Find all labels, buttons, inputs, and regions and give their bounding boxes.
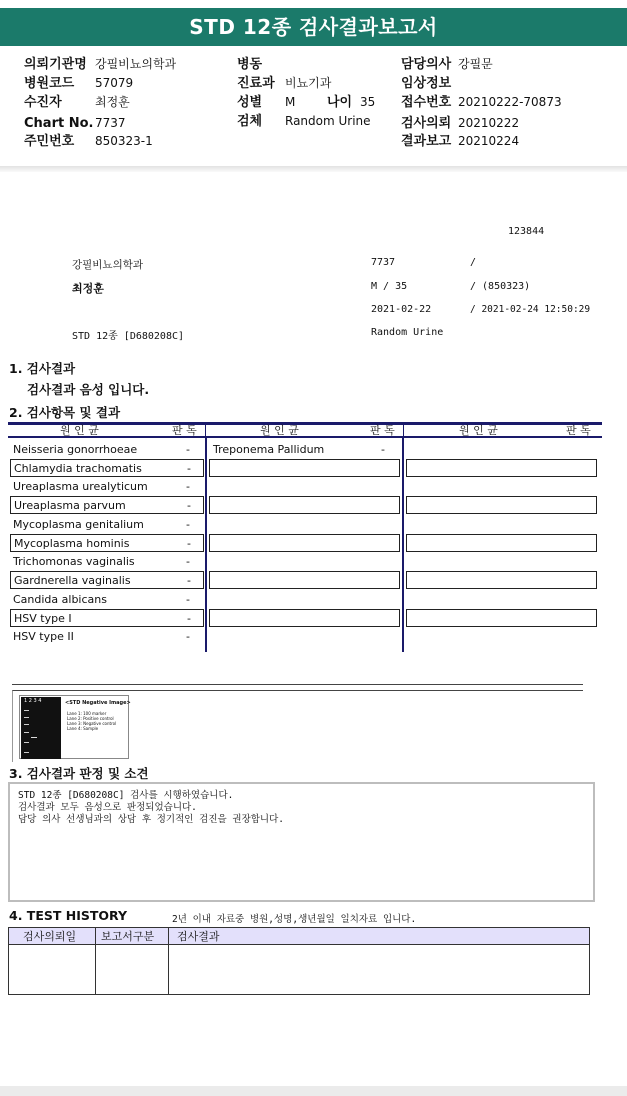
organism-result: - [186, 555, 190, 568]
organism-name: Neisseria gonorrhoeae [13, 443, 138, 456]
organism-row [10, 571, 204, 589]
organism-name: Trichomonas vaginalis [13, 555, 135, 568]
header-label: 수진자 [24, 95, 62, 110]
report-title: STD 12종 검사결과보고서 [0, 8, 627, 46]
section-heading-opinion: 3. 검사결과 판정 및 소견 [9, 766, 149, 781]
header-row-request-date [401, 114, 520, 133]
header-label: 진료과 [237, 76, 275, 91]
gel-image [19, 695, 129, 759]
header-label: 임상정보 [401, 76, 452, 91]
header-label: 성별 [237, 95, 263, 110]
gel-band [24, 710, 29, 711]
organism-row [10, 516, 204, 534]
header-value: 20210222-70873 [458, 95, 562, 109]
header-row-resident-no [24, 132, 153, 151]
organism-row [10, 591, 204, 609]
gel-band [24, 752, 29, 753]
gel-lane-numbers: 1 2 3 4 [24, 698, 42, 704]
organism-row [10, 459, 204, 477]
organism-result: - [187, 537, 191, 550]
report-id: 123844 [508, 226, 545, 237]
organism-name: Treponema Pallidum [213, 443, 325, 456]
history-note: 2년 이내 자료중 병원,성명,생년월일 일치자료 입니다. [172, 914, 417, 925]
gel-band [24, 742, 29, 743]
empty-result-row [406, 534, 597, 552]
header-row-institution [24, 55, 177, 74]
organism-row [10, 478, 204, 496]
empty-result-row [209, 571, 400, 589]
header-value: 강필비뇨의학과 [95, 57, 177, 71]
history-column-divider [168, 928, 169, 994]
header-label: 담당의사 [401, 57, 452, 72]
organism-name: Ureaplasma urealyticum [13, 480, 148, 493]
organism-result: - [187, 612, 191, 625]
header-row-report-date [401, 132, 520, 151]
organism-row [10, 553, 204, 571]
header-row-age [327, 93, 376, 112]
gel-legend-item: Lane 1: 100 marker [67, 711, 107, 716]
organism-name: HSV type II [13, 630, 74, 643]
column-divider [205, 438, 207, 652]
header-row-clinical-info [401, 74, 451, 93]
col-organism-header: 원 인 균 [459, 424, 498, 437]
col-organism-header: 원 인 균 [60, 424, 99, 437]
report-birth: / (850323) [470, 281, 531, 292]
header-row-doctor [401, 55, 493, 74]
result-summary: 검사결과 음성 입니다. [27, 382, 150, 397]
column-divider [205, 422, 206, 438]
gel-electrophoresis-image [21, 697, 61, 759]
header-value: 57079 [95, 76, 134, 90]
header-value: 20210222 [458, 116, 520, 130]
gel-legend-item: Lane 3: Negative control [67, 721, 117, 726]
header-row-hospital-code [24, 74, 134, 93]
organism-name: Ureaplasma parvum [14, 499, 126, 512]
gel-legend-item: Lane 2: Positive control [67, 716, 114, 721]
organism-name: Mycoplasma hominis [14, 537, 130, 550]
opinion-line: 검사결과 모두 음성으로 판정되었습니다. [18, 802, 197, 813]
history-col-request-date: 검사의뢰일 [23, 930, 77, 943]
empty-result-row [406, 496, 597, 514]
section-heading-history: 4. TEST HISTORY [9, 908, 128, 923]
organism-name: Mycoplasma genitalium [13, 518, 144, 531]
report-date-report: / 2021-02-24 12:50:29 [470, 304, 591, 315]
opinion-box [8, 782, 595, 902]
section-heading-result: 1. 검사결과 [9, 361, 76, 376]
header-label: Chart No. [24, 116, 94, 131]
result-table [8, 422, 602, 652]
organism-result: - [186, 630, 190, 643]
organism-result: - [187, 574, 191, 587]
organism-result: - [186, 593, 190, 606]
page-bottom-bar [0, 1086, 627, 1096]
gel-title: <STD Negative Image> [65, 700, 131, 706]
header-row-sex [237, 93, 296, 112]
history-column-divider [95, 928, 96, 994]
report-chart: 7737 [371, 257, 396, 268]
header-label: 병동 [237, 57, 263, 72]
header-label: 나이 [327, 95, 353, 110]
header-value: 35 [360, 95, 376, 109]
column-divider [402, 438, 404, 652]
header-row-specimen [237, 112, 371, 131]
organism-result: - [186, 480, 190, 493]
organism-row [10, 441, 204, 459]
header-row-ward [237, 55, 262, 74]
header-label: 주민번호 [24, 134, 75, 149]
organism-result: - [186, 518, 190, 531]
gel-band [24, 717, 29, 718]
history-table [8, 927, 590, 995]
header-divider [0, 166, 627, 172]
organism-result: - [381, 443, 385, 456]
gel-band [24, 724, 29, 725]
empty-result-row [406, 609, 597, 627]
gel-legend [67, 711, 116, 731]
header-label: 병원코드 [24, 76, 75, 91]
history-col-report-type: 보고서구분 [101, 930, 155, 943]
organism-name: Chlamydia trachomatis [14, 462, 142, 475]
empty-result-row [209, 496, 400, 514]
report-sex-age: M / 35 [371, 281, 408, 292]
organism-row [10, 496, 204, 514]
header-value: 20210224 [458, 134, 520, 148]
organism-row [10, 609, 204, 627]
header-value: 강필문 [458, 57, 493, 71]
empty-result-row [406, 459, 597, 477]
opinion-line: 담당 의사 선생님과의 상담 후 정기적인 검진을 권장합니다. [18, 814, 285, 825]
header-row-receipt-no [401, 93, 562, 112]
header-value: 7737 [95, 116, 126, 130]
report-slash: / [470, 257, 477, 268]
organism-name: HSV type I [14, 612, 72, 625]
header-value: Random Urine [285, 114, 371, 128]
header-value: M [285, 95, 296, 109]
report-test-name: STD 12종 [D680208C] [72, 331, 185, 342]
empty-result-row [209, 534, 400, 552]
header-label: 결과보고 [401, 134, 452, 149]
empty-result-row [209, 609, 400, 627]
organism-result: - [187, 462, 191, 475]
col-result-header: 판 독 [566, 424, 591, 437]
organism-name: Candida albicans [13, 593, 107, 606]
empty-result-row [406, 571, 597, 589]
header-label: 검체 [237, 114, 263, 129]
history-col-result: 검사결과 [177, 930, 220, 943]
organism-result: - [187, 499, 191, 512]
report-date-request: 2021-02-22 [371, 304, 432, 315]
empty-result-row [209, 459, 400, 477]
header-row-department [237, 74, 332, 93]
result-table-header [8, 422, 602, 438]
col-result-header: 판 독 [172, 424, 197, 437]
gel-image-panel [12, 690, 583, 762]
header-row-patient [24, 93, 130, 112]
header-label: 검사의뢰 [401, 116, 452, 131]
column-divider [403, 422, 404, 438]
header-row-chart [24, 114, 126, 133]
history-table-header [9, 928, 589, 945]
gel-legend-item: Lane 4: Sample [67, 726, 99, 731]
gel-band [24, 732, 29, 733]
opinion-line: STD 12종 [D680208C] 검사를 시행하였습니다. [18, 790, 234, 801]
col-organism-header: 원 인 균 [260, 424, 299, 437]
organism-row [209, 441, 399, 459]
header-label: 접수번호 [401, 95, 452, 110]
report-specimen: Random Urine [371, 327, 444, 338]
section-heading-items: 2. 검사항목 및 결과 [9, 405, 121, 420]
header-value: 최정훈 [95, 95, 130, 109]
header-value: 비뇨기과 [285, 76, 332, 90]
gel-band [31, 737, 37, 738]
gel-divider [12, 684, 583, 685]
organism-row [10, 628, 204, 646]
organism-name: Gardnerella vaginalis [14, 574, 131, 587]
col-result-header: 판 독 [370, 424, 395, 437]
report-hospital: 강필비뇨의학과 [72, 259, 144, 271]
report-patient: 최정훈 [72, 282, 104, 295]
organism-result: - [186, 443, 190, 456]
header-value: 850323-1 [95, 134, 153, 148]
header-label: 의뢰기관명 [24, 57, 87, 72]
organism-row [10, 534, 204, 552]
